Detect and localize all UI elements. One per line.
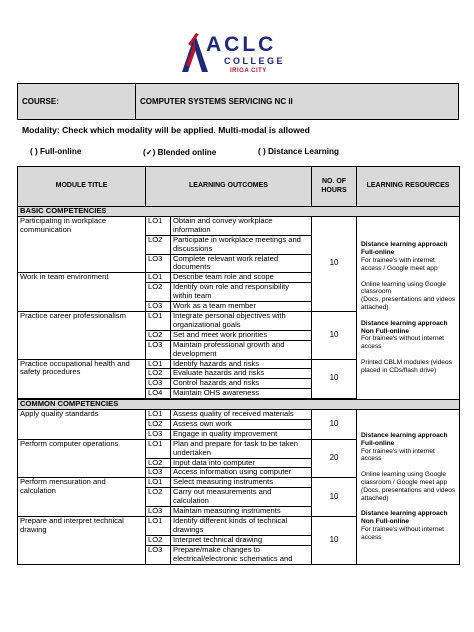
lo-code: LO2 [146,369,171,379]
lo-code: LO1 [146,478,171,488]
resource-approach: Distance learning approach [361,319,448,327]
resource-mode: Non Full-online [361,518,409,526]
lo-text: Identify hazards and risks [171,359,312,369]
resource-online: Online learning using Google classroom / Google meet app [361,471,448,486]
lo-text: Complete relevant work related documents [171,254,312,273]
lo-text: Control hazards and risks [171,379,312,389]
lo-text: Work as a team member [171,302,312,312]
lo-code: LO1 [146,410,171,420]
resource-mode: Full-online [361,249,395,257]
lo-code: LO3 [146,545,171,564]
resource-mode: Full-online [361,439,395,447]
header-learning-outcomes: LEARNING OUTCOMES [146,167,312,207]
lo-text: Select measuring instruments [171,478,312,488]
lo-code: LO3 [146,468,171,478]
college-logo [180,30,300,80]
module-title: Participating in workplace communication [18,216,146,272]
resource-online-note: (Docs, presentations and videos attached) [361,486,456,502]
lo-code: LO3 [146,507,171,517]
resource-approach: Distance learning approach [361,241,448,249]
resource-online: Online learning using Google classroom [361,280,447,296]
modality-blended-online[interactable]: (✓) Blended online [143,148,217,157]
module-title: Perform computer operations [18,439,146,478]
lo-text: Access information using computer [171,468,312,478]
module-hours: 10 [312,517,357,565]
header-module-title: MODULE TITLE [18,167,146,207]
lo-text: Describe team role and scope [171,273,312,283]
lo-code: LO2 [146,330,171,340]
lo-code: LO2 [146,535,171,545]
section-common-competencies: COMMON COMPETENCIES [18,400,460,410]
modality-distance-learning[interactable]: ( ) Distance Learning [258,147,339,156]
resource-note: For trainee's without internet access [361,525,445,541]
lo-code: LO2 [146,283,171,302]
lo-text: Prepare/make changes to electrical/electronic schematics and [171,545,312,564]
course-label: COURSE: [18,84,136,120]
lo-text: Evaluate hazards and risks [171,369,312,379]
lo-text: Carry out measurements and calculation [171,488,312,507]
resource-note: For trainee's with internet access [361,447,435,463]
module-hours: 10 [312,216,357,311]
logo-name: ACLC [206,33,277,56]
lo-text: Obtain and convey workplace information [171,216,312,235]
resource-online-note: (Docs, presentations and videos attached) [361,296,456,312]
resource-note: For trainee's without internet access [361,335,445,351]
common-learning-resources [357,410,460,565]
course-table [17,83,459,120]
lo-code: LO2 [146,419,171,429]
lo-code: LO3 [146,379,171,389]
modality-instruction: Modality: Check which modality will be applied. Multi-modal is allowed [22,125,310,135]
lo-text: Integrate personal objectives with organizational goals [171,311,312,330]
module-title: Prepare and interpret technical drawing [18,517,146,565]
lo-code: LO3 [146,429,171,439]
modality-full-online[interactable]: ( ) Full-online [30,147,82,156]
lo-text: Interpret technical drawing [171,535,312,545]
lo-code: LO3 [146,254,171,273]
lo-text: Identify different kinds of technical drawings [171,517,312,536]
resource-printed: Printed CBLM modules (videos placed in CDs/flash drive) [361,359,452,374]
module-title: Practice career professionalism [18,311,146,359]
lo-text: Maintain OHS awareness [171,389,312,399]
lo-code: LO1 [146,439,171,458]
section-basic-competencies: BASIC COMPETENCIES [18,207,460,217]
module-title: Practice occupational health and safety procedures [18,359,146,399]
lo-code: LO2 [146,488,171,507]
curriculum-table [17,166,460,565]
lo-code: LO2 [146,235,171,254]
lo-code: LO4 [146,389,171,399]
course-value: COMPUTER SYSTEMS SERVICING NC II [136,84,459,120]
lo-text: Identify own role and responsibility within team [171,283,312,302]
lo-code: LO1 [146,517,171,536]
header-learning-resources: LEARNING RESOURCES [357,167,460,207]
resource-mode: Non Full-online [361,327,409,335]
lo-text: Set and meet work priorities [171,330,312,340]
module-hours: 10 [312,311,357,359]
header-hours: NO. OF HOURS [312,167,357,207]
module-title: Perform mensuration and calculation [18,478,146,517]
basic-learning-resources [357,216,460,399]
lo-text: Maintain professional growth and development [171,340,312,359]
lo-text: Plan and prepare for task to be taken undertaken [171,439,312,458]
lo-text: Participate in workplace meetings and discussions [171,235,312,254]
lo-code: LO1 [146,273,171,283]
module-hours: 20 [312,439,357,478]
resource-approach: Distance learning approach [361,432,448,439]
lo-code: LO3 [146,302,171,312]
lo-code: LO1 [146,311,171,330]
module-hours: 10 [312,410,357,440]
lo-code: LO3 [146,340,171,359]
logo-subtitle: COLLEGE [224,56,286,66]
module-title: Apply quality standards [18,410,146,440]
resource-note: For trainee's with internet access / Google meet app [361,257,438,272]
logo-city: IRIGA CITY [230,68,267,74]
lo-text: Engage in quality improvement [171,429,312,439]
lo-text: Input data into computer [171,458,312,468]
module-hours: 10 [312,359,357,399]
lo-text: Assess own work [171,419,312,429]
module-title: Work in team environment [18,273,146,312]
lo-text: Maintain measuring instruments [171,507,312,517]
lo-code: LO1 [146,216,171,235]
resource-approach: Distance learning approach [361,510,448,518]
module-hours: 10 [312,478,357,517]
lo-code: LO1 [146,359,171,369]
lo-code: LO2 [146,458,171,468]
lo-text: Assess quality of received materials [171,410,312,420]
